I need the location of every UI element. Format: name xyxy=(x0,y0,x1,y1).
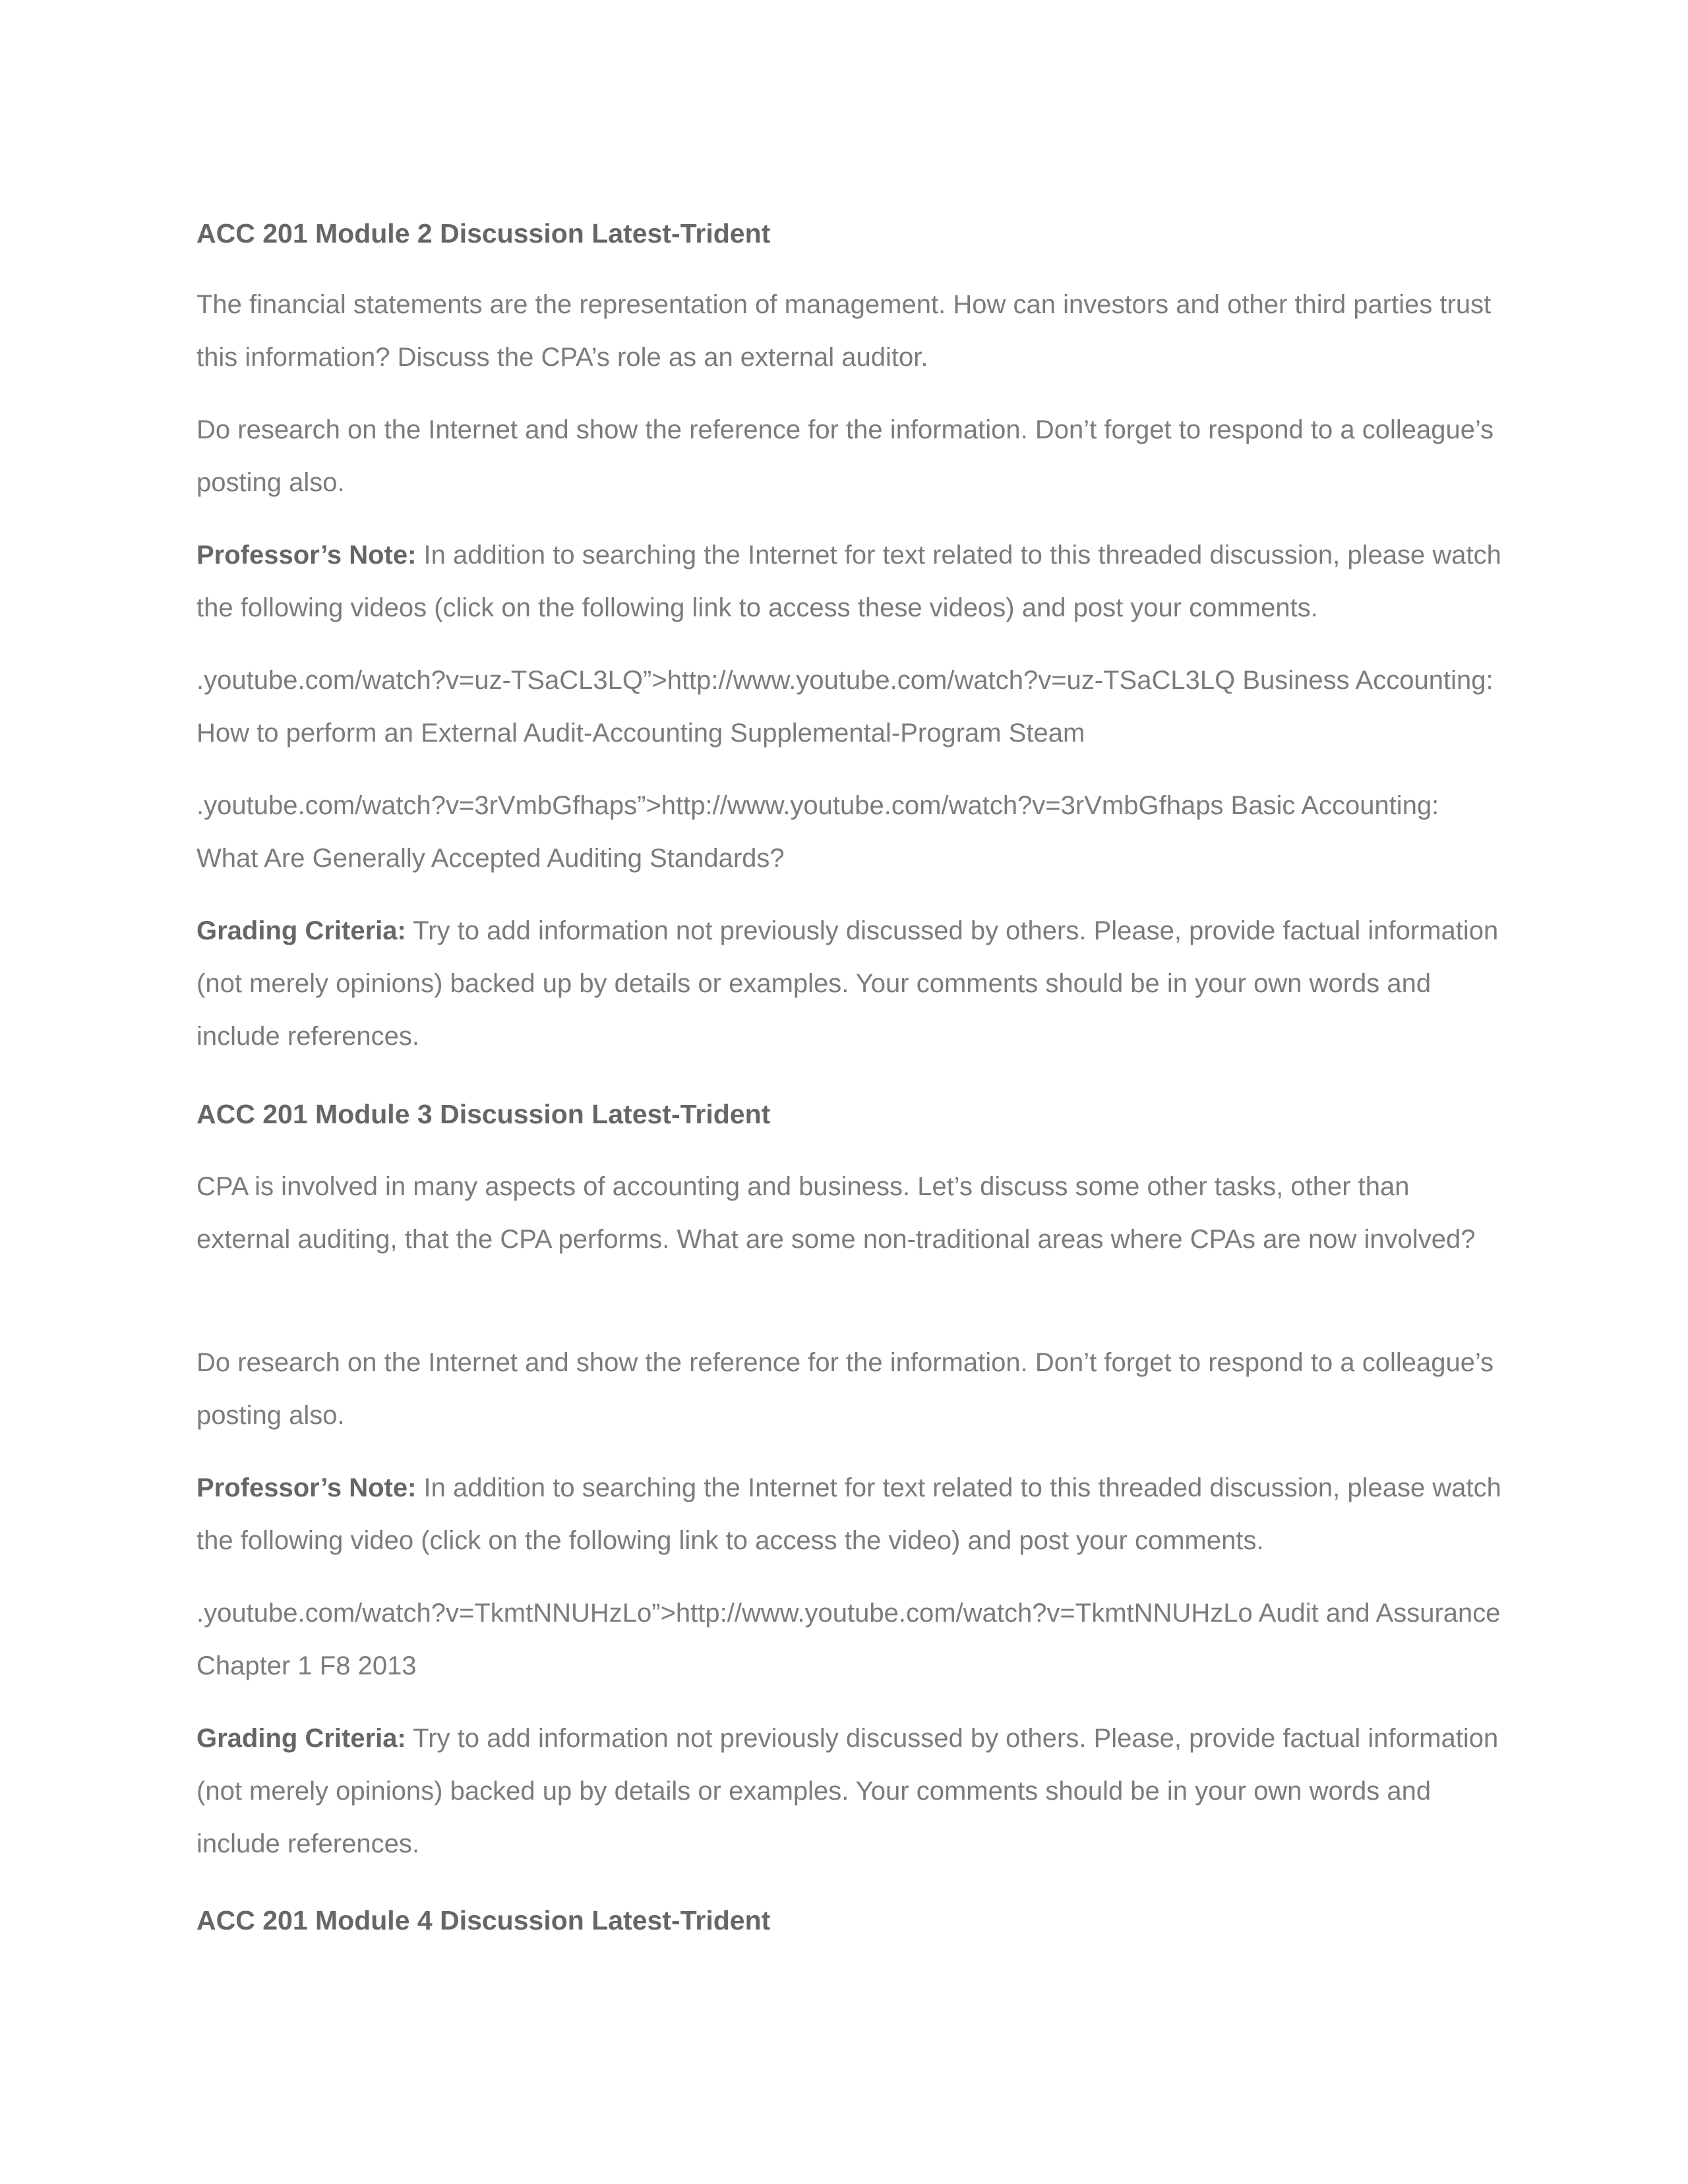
module-2-grading-criteria xyxy=(196,904,1502,1063)
professor-note-label: Professor’s Note: xyxy=(196,1473,417,1502)
module-3-grading-criteria xyxy=(196,1712,1502,1870)
module-3-professor-note xyxy=(196,1461,1502,1567)
module-3-research-instruction: Do research on the Internet and show the reference for the information. Don’t forget to respond to a colleague’s posting also. xyxy=(196,1348,1494,1430)
module-4-heading: ACC 201 Module 4 Discussion Latest-Trident xyxy=(196,1905,771,1935)
module-2-video-link-1[interactable]: .youtube.com/watch?v=uz-TSaCL3LQ”>http://www.youtube.com/watch?v=uz-TSaCL3LQ Business Accounting: How to perform an External Audit-Accounting Supplemental-Program Steam xyxy=(196,666,1493,748)
module-2-professor-note xyxy=(196,529,1502,634)
module-3-video-link-1[interactable]: .youtube.com/watch?v=TkmtNNUHzLo”>http://www.youtube.com/watch?v=TkmtNNUHzLo Audit and Assurance Chapter 1 F8 2013 xyxy=(196,1599,1501,1680)
module-2-question: The financial statements are the representation of management. How can investors and other third parties trust this information? Discuss the CPA’s role as an external auditor. xyxy=(196,290,1492,372)
module-2-video-link-2[interactable]: .youtube.com/watch?v=3rVmbGfhaps”>http://www.youtube.com/watch?v=3rVmbGfhaps Basic Accounting: What Are Generally Accepted Auditing Standards? xyxy=(196,791,1439,873)
module-3-question: CPA is involved in many aspects of accounting and business. Let’s discuss some other tasks, other than external auditing, that the CPA performs. What are some non-traditional areas where CPAs are now involved? xyxy=(196,1172,1476,1254)
module-3-heading: ACC 201 Module 3 Discussion Latest-Trident xyxy=(196,1099,771,1129)
grading-criteria-label: Grading Criteria: xyxy=(196,916,406,945)
module-2-research-instruction: Do research on the Internet and show the reference for the information. Don’t forget to respond to a colleague’s posting also. xyxy=(196,415,1494,497)
grading-criteria-text: Try to add information not previously discussed by others. Please, provide factual information (not merely opinions) backed up by details or examples. Your comments should be in your own words and include references. xyxy=(196,1724,1499,1858)
professor-note-text: In addition to searching the Internet for text related to this threaded discussion, please watch the following video (click on the following link to access the video) and post your comments. xyxy=(196,1473,1501,1555)
grading-criteria-label: Grading Criteria: xyxy=(196,1724,406,1753)
grading-criteria-text: Try to add information not previously discussed by others. Please, provide factual information (not merely opinions) backed up by details or examples. Your comments should be in your own words and include references. xyxy=(196,916,1499,1051)
module-2-heading: ACC 201 Module 2 Discussion Latest-Trident xyxy=(196,218,771,249)
professor-note-text: In addition to searching the Internet for text related to this threaded discussion, please watch the following videos (click on the following link to access these videos) and post your comments. xyxy=(196,541,1501,622)
professor-note-label: Professor’s Note: xyxy=(196,541,417,570)
